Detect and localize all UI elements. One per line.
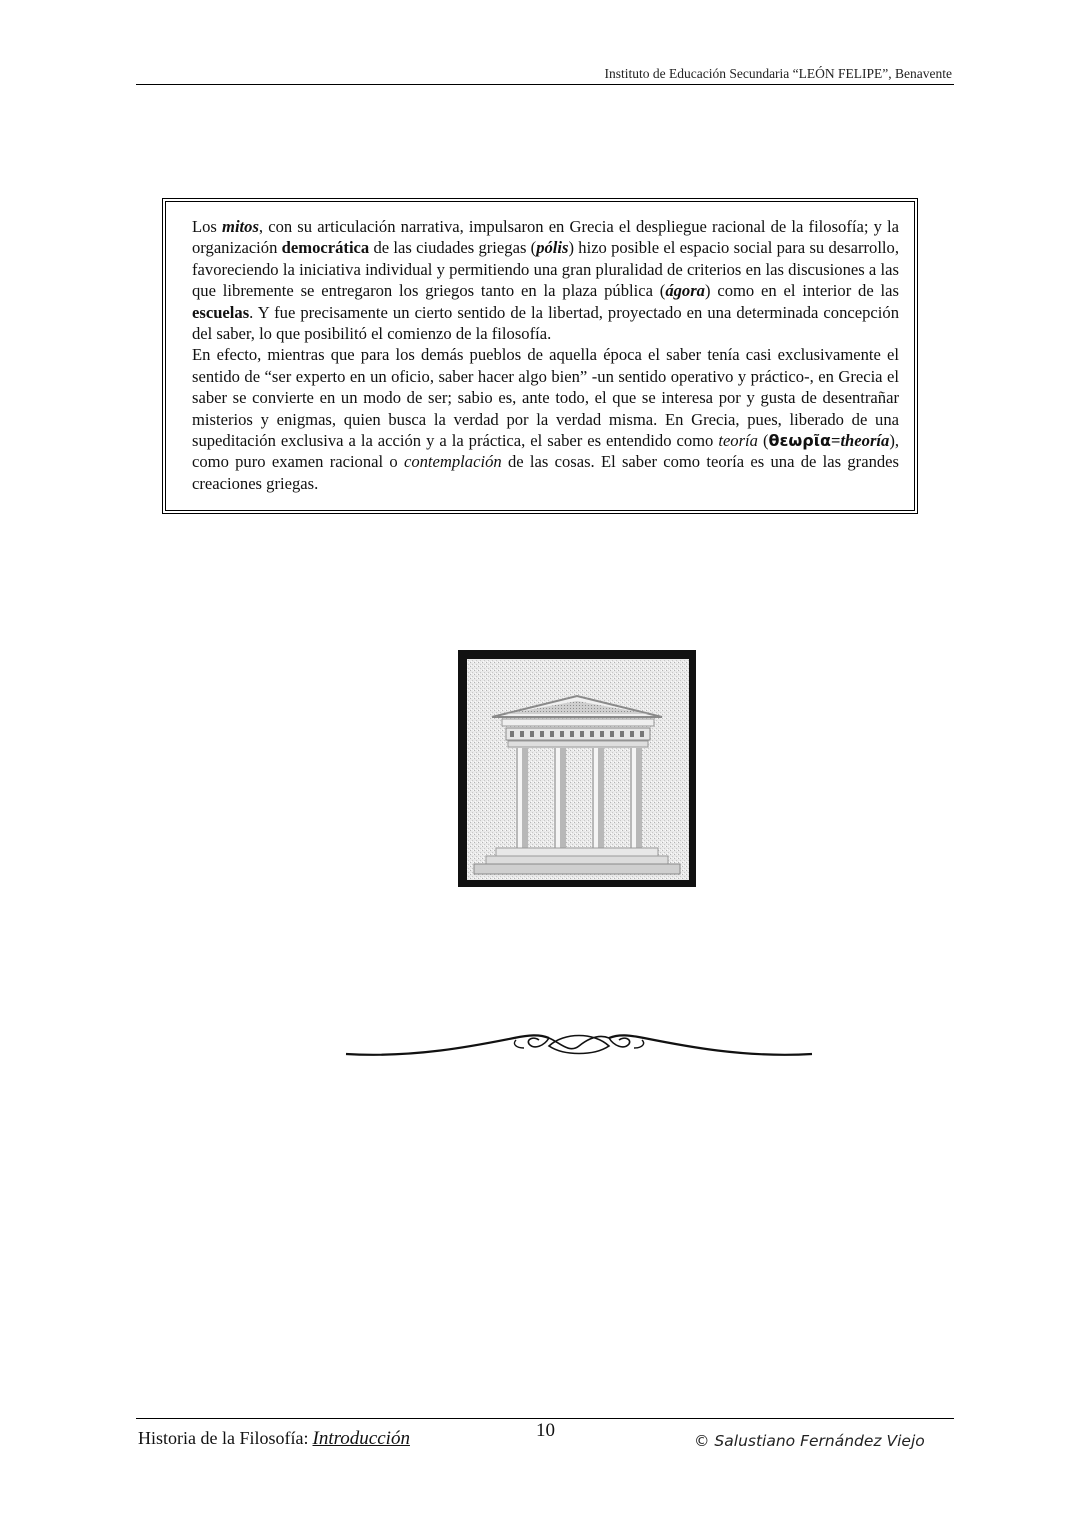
text: , con su articulación narrativa, impulsaron en Grecia el despliegue racional de la filosofía; y la organización: [192, 217, 899, 258]
text: ) hizo posible el espacio social para su desarrollo, favoreciendo la iniciativa individual y permitiendo una gran pluralidad de criterios en las discusiones a las que libremente se entregaron los griegos tanto en la plaza pública (: [192, 238, 899, 301]
text: ) como en el interior de las: [704, 281, 899, 301]
term-theoria: theoría: [840, 431, 890, 451]
footer-colon: :: [303, 1428, 309, 1448]
text: ), como puro examen racional o: [192, 431, 899, 472]
footer-course-title: Historia de la Filosofía: [138, 1428, 304, 1448]
footer-course: [138, 1428, 410, 1450]
text: (: [757, 431, 769, 451]
term-greek-theoria: θεωρῖα: [768, 431, 831, 451]
term-mitos: mitos: [222, 217, 259, 236]
greek-temple-icon: [458, 650, 696, 887]
text: En efecto, mientras que para los demás pueblos de aquella época el saber tenía casi exclusivamente el sentido de “ser experto en un oficio, saber hacer algo bien” -un sentido operativo y práctico-, en Grecia el saber se convierte en un modo de ser; sabio es, ante todo, el que se interesa por y gusta de desentrañar misterios y enigmas, quien busca la verdad por la verdad misma. En Grecia, pues, liberado de una supeditación exclusiva a la acción y a la práctica, el saber es entendido como: [192, 345, 899, 451]
header-institution: Instituto de Educación Secundaria “LEÓN FELIPE”, Benavente: [604, 66, 952, 81]
paragraph-1: [192, 216, 899, 344]
text: Los: [192, 217, 223, 236]
text-box: [162, 198, 918, 514]
paragraph-2: [192, 344, 899, 494]
term-polis: pólis: [536, 238, 569, 258]
term-teoria: teoría: [718, 431, 758, 451]
term-democratica: democrática: [281, 238, 370, 258]
page-number: 10: [536, 1420, 555, 1441]
term-escuelas: escuelas: [192, 302, 250, 322]
header-rule: [136, 84, 954, 85]
term-contemplacion: contemplación: [403, 452, 502, 472]
equals-sign: =: [830, 431, 841, 451]
footer-copyright: © Salustiano Fernández Viejo: [694, 1432, 925, 1450]
flourish-divider: [344, 1026, 814, 1064]
text: de las cosas. El saber como teoría es una de las grandes creaciones griegas.: [192, 452, 899, 493]
term-agora: ágora: [665, 281, 705, 301]
footer-rule: [136, 1418, 954, 1419]
text: . Y fue precisamente un cierto sentido de la libertad, proyectado en una determinada concepción del saber, lo que posibilitó el comienzo de la filosofía.: [192, 302, 899, 344]
footer-subtitle: Introducción: [312, 1428, 410, 1449]
text: de las ciudades griegas (: [369, 238, 537, 258]
